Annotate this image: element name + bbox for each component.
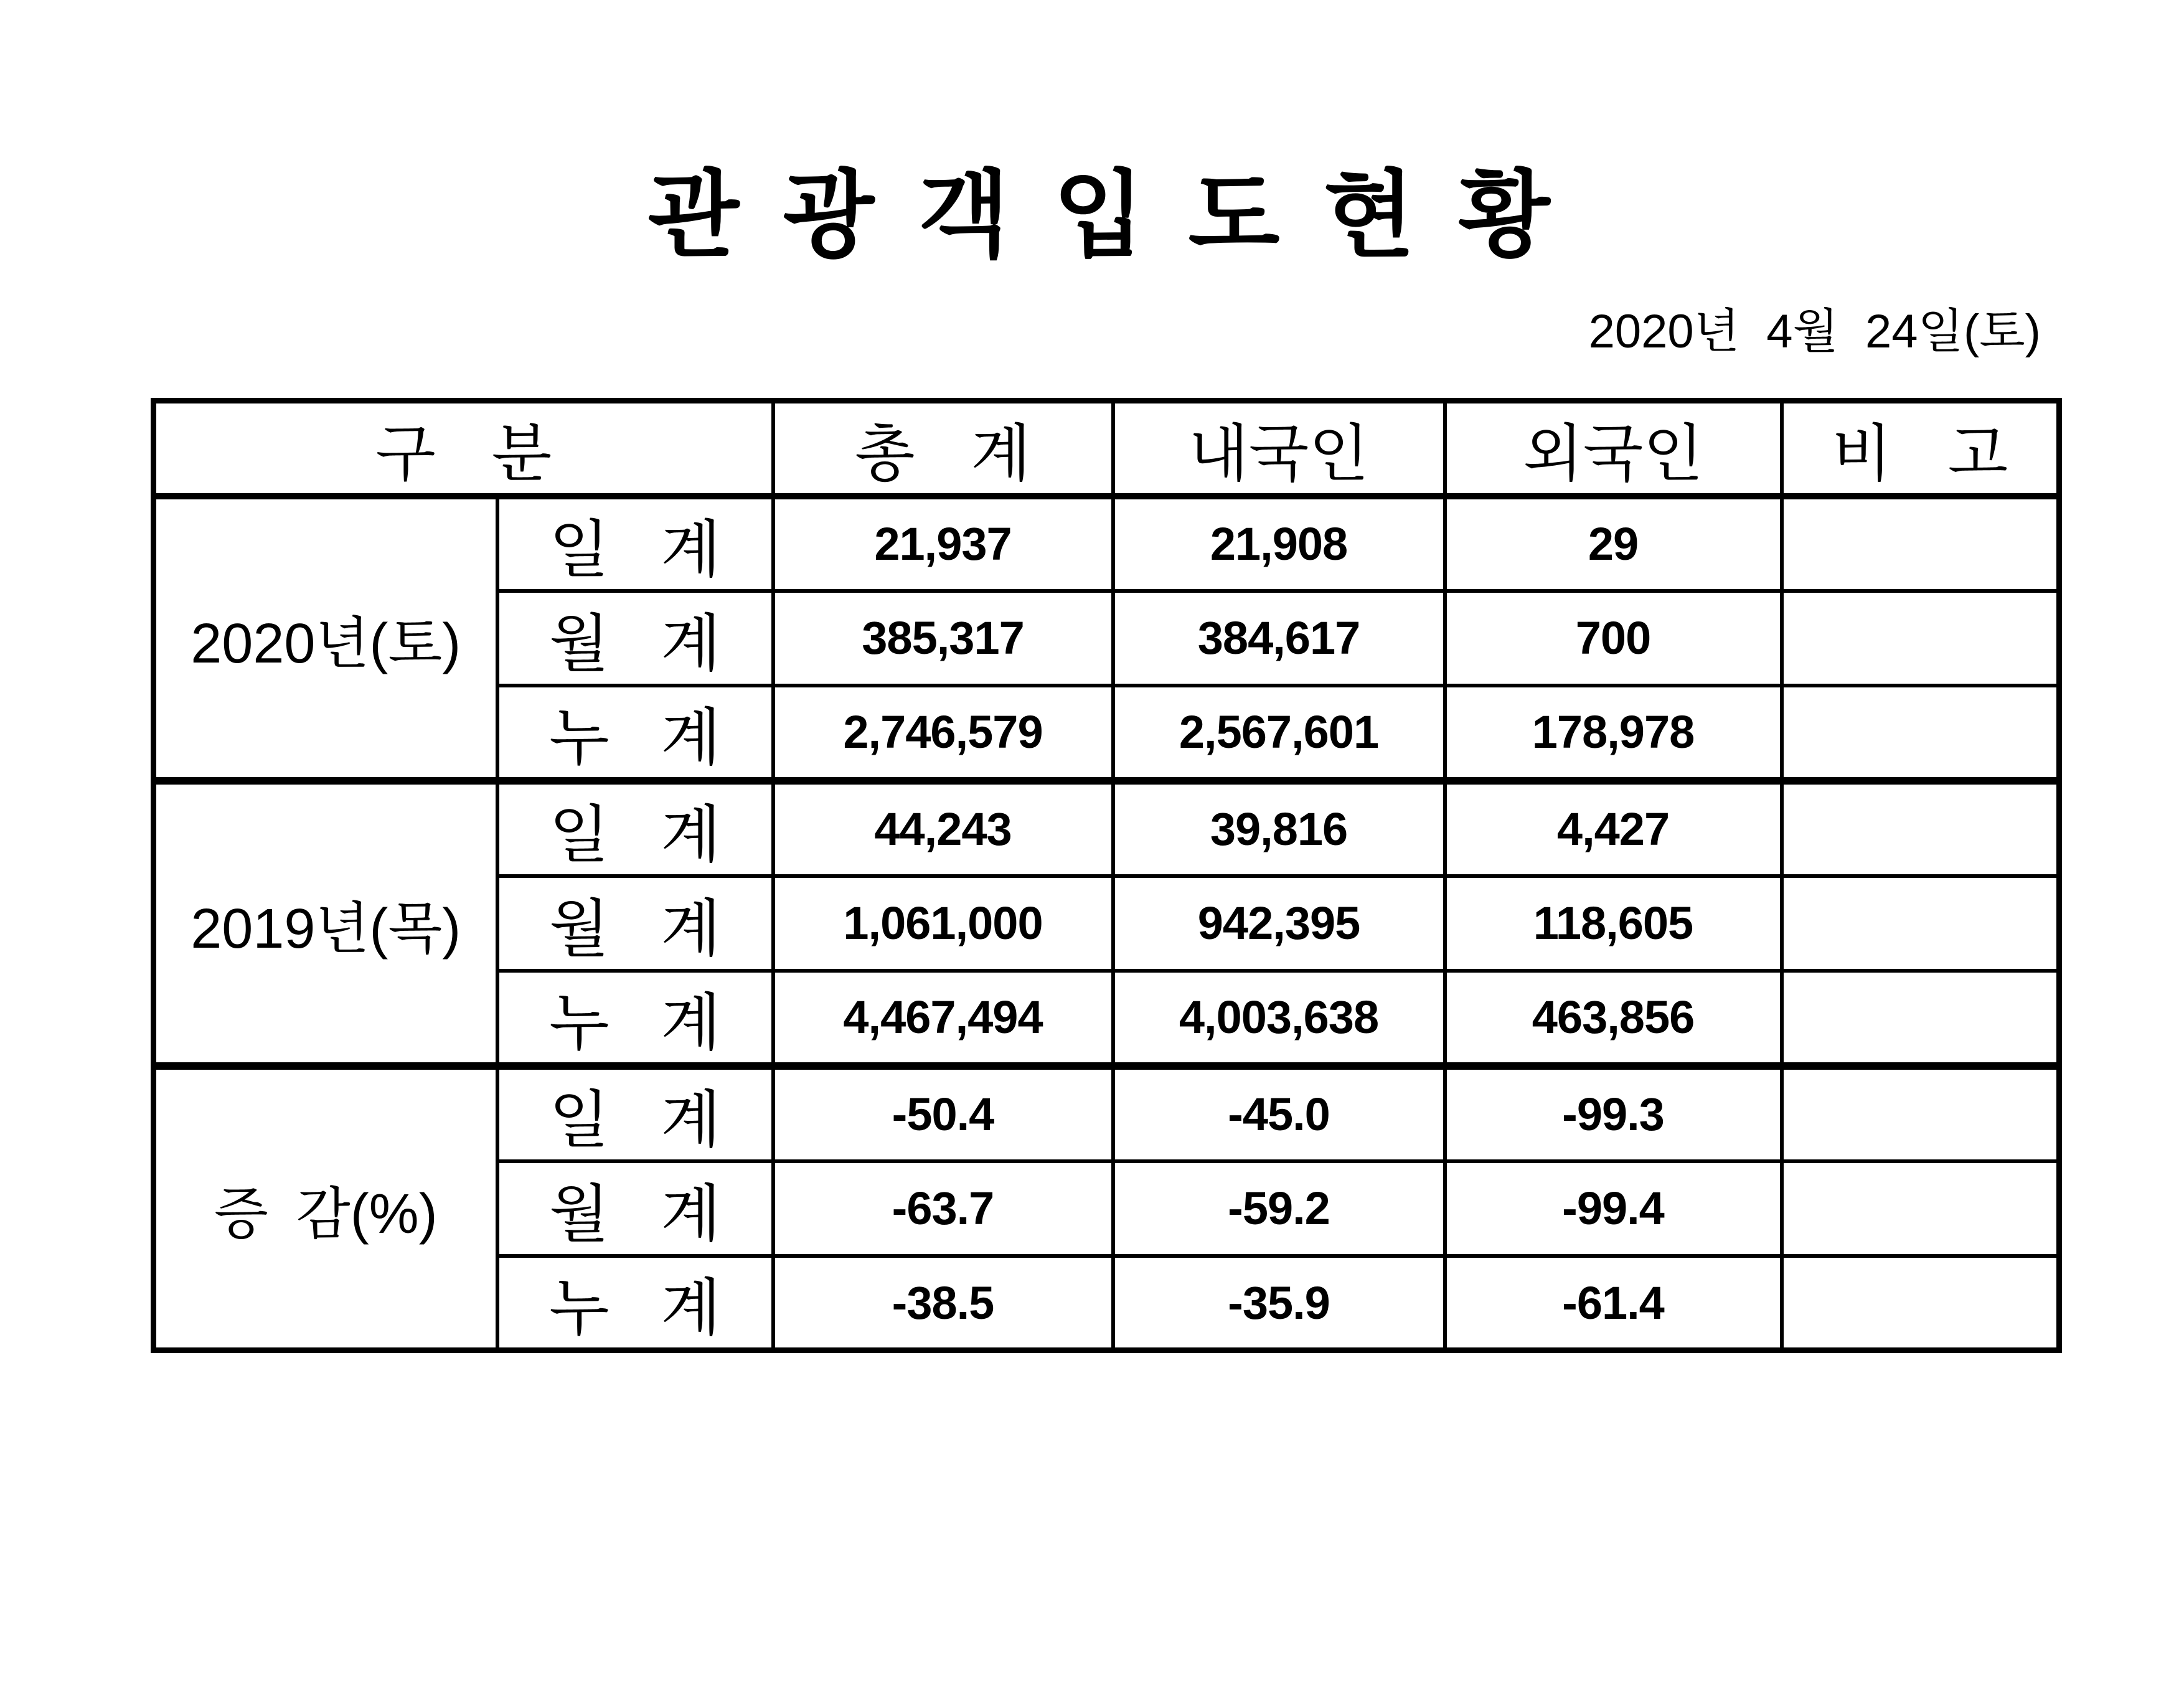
note-cell [1782, 496, 2059, 591]
row-label-cell: 월 계 [497, 876, 773, 971]
note-cell [1782, 686, 2059, 781]
domestic-cell: 2,567,601 [1113, 686, 1445, 781]
total-cell: -63.7 [773, 1161, 1113, 1256]
row-label-cell: 월 계 [497, 591, 773, 686]
page-title: 관 광 객 입 도 현 황 [647, 163, 1559, 268]
total-cell: 385,317 [773, 591, 1113, 686]
note-cell [1782, 971, 2059, 1066]
header-foreign: 외국인 [1445, 400, 1782, 496]
header-domestic: 내국인 [1113, 400, 1445, 496]
row-label-cell: 누 계 [497, 1256, 773, 1351]
table-row [154, 781, 2059, 876]
header-total: 총 계 [773, 400, 1113, 496]
domestic-cell: -35.9 [1113, 1256, 1445, 1351]
row-label-cell: 누 계 [497, 971, 773, 1066]
total-cell: 4,467,494 [773, 971, 1113, 1066]
total-cell: -50.4 [773, 1066, 1113, 1161]
report-date: 2020년 4월 24일(토) [1588, 305, 2041, 359]
row-label-cell: 일 계 [497, 781, 773, 876]
foreign-cell: 118,605 [1445, 876, 1782, 971]
total-cell: 1,061,000 [773, 876, 1113, 971]
foreign-cell: -61.4 [1445, 1256, 1782, 1351]
foreign-cell: 463,856 [1445, 971, 1782, 1066]
domestic-cell: 39,816 [1113, 781, 1445, 876]
foreign-cell: 29 [1445, 496, 1782, 591]
total-cell: 44,243 [773, 781, 1113, 876]
group-label-2019: 2019년(목) [154, 781, 497, 1066]
note-cell [1782, 1256, 2059, 1351]
table-row [154, 1066, 2059, 1161]
note-cell [1782, 591, 2059, 686]
table-row [154, 496, 2059, 591]
domestic-cell: 942,395 [1113, 876, 1445, 971]
note-cell [1782, 876, 2059, 971]
header-row [154, 400, 2059, 496]
row-label-cell: 월 계 [497, 1161, 773, 1256]
document-page [0, 159, 2184, 1703]
note-cell [1782, 1161, 2059, 1256]
total-cell: -38.5 [773, 1256, 1113, 1351]
foreign-cell: 4,427 [1445, 781, 1782, 876]
note-cell [1782, 1066, 2059, 1161]
header-note: 비 고 [1782, 400, 2059, 496]
foreign-cell: -99.3 [1445, 1066, 1782, 1161]
row-label-cell: 일 계 [497, 1066, 773, 1161]
domestic-cell: -45.0 [1113, 1066, 1445, 1161]
row-label-cell: 누 계 [497, 686, 773, 781]
row-label-cell: 일 계 [497, 496, 773, 591]
foreign-cell: 700 [1445, 591, 1782, 686]
total-cell: 21,937 [773, 496, 1113, 591]
group-label-change: 증 감(%) [154, 1066, 497, 1351]
domestic-cell: -59.2 [1113, 1161, 1445, 1256]
domestic-cell: 384,617 [1113, 591, 1445, 686]
header-category: 구 분 [154, 400, 773, 496]
total-cell: 2,746,579 [773, 686, 1113, 781]
foreign-cell: -99.4 [1445, 1161, 1782, 1256]
group-label-2020: 2020년(토) [154, 496, 497, 781]
note-cell [1782, 781, 2059, 876]
tourist-arrival-table [151, 398, 2062, 1354]
foreign-cell: 178,978 [1445, 686, 1782, 781]
domestic-cell: 4,003,638 [1113, 971, 1445, 1066]
domestic-cell: 21,908 [1113, 496, 1445, 591]
